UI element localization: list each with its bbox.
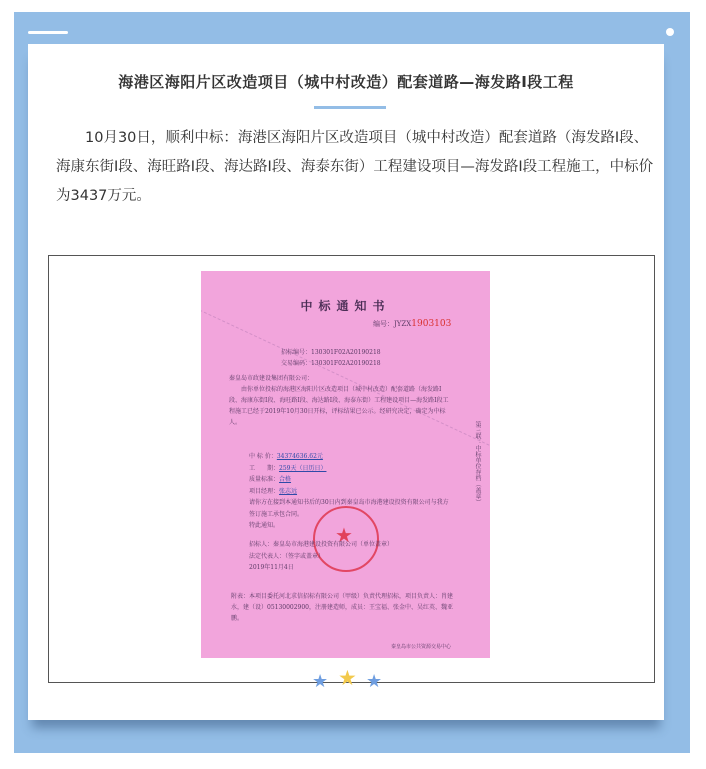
doc-serial-prefix: 编号：JYZX <box>373 320 412 328</box>
field-value: 259天（日历日） <box>279 464 327 472</box>
field-value: 合格 <box>279 476 292 483</box>
doc-paragraph: 由你单位投标的海港区海阳片区改造项目（城中村改造）配套道路（海发路I段、海康东街I段、海旺路I段、海达路I段、海泰东街）工程建设项目—海发路I段工程施工已经于2019年10月30日开标，评标结果已公示。经研究决定，确定为中标人。 <box>229 386 449 426</box>
field-value: 张志远 <box>279 487 298 495</box>
doc-trade-code: 交易编码：130301F02A20190218 <box>281 360 381 367</box>
decorative-dot <box>666 28 674 36</box>
title-underline <box>314 106 386 109</box>
field-value: 34374636.62元 <box>276 453 323 460</box>
field-label: 质量标准： <box>249 476 280 483</box>
doc-notice: 特此通知。 <box>249 522 280 529</box>
doc-field-row <box>249 463 454 475</box>
doc-heading: 中标通知书 <box>300 299 391 313</box>
doc-body <box>229 373 451 428</box>
doc-bid-code: 招标编号：130301F02A20190218 <box>281 349 381 356</box>
decorative-line <box>28 31 68 34</box>
star-icon: ★ <box>366 671 383 692</box>
star-icon: ★ <box>338 666 357 690</box>
doc-field-row <box>249 451 454 463</box>
article-card <box>28 44 664 720</box>
doc-serial-number: 1903103 <box>411 319 452 329</box>
article-body: 10月30日，顺利中标：海港区海阳片区改造项目（城中村改造）配套道路（海发路I段、海康东街I段、海旺路I段、海达路I段、海泰东街）工程建设项目—海发路I段工程施工，中标价为3437万元。 <box>56 130 654 204</box>
article-title: 海港区海阳片区改造项目（城中村改造）配套道路—海发路I段工程 <box>118 73 574 91</box>
doc-instruction: 请你方在接到本通知书后的30日内到秦皇岛市海港建设投资有限公司与我方签订施工承包合同。 <box>249 499 449 518</box>
doc-side-text: 第三联：中标单位存档（盖章） <box>474 421 481 505</box>
doc-field-row <box>249 486 454 498</box>
seal-star-icon: ★ <box>335 523 353 547</box>
star-icon: ★ <box>312 671 329 692</box>
doc-codes <box>281 347 381 369</box>
bid-award-notice <box>201 271 490 658</box>
field-label: 中 标 价： <box>249 453 277 460</box>
doc-legal-rep: 法定代表人：（签字或盖章） <box>249 552 325 560</box>
doc-serial <box>373 319 451 329</box>
doc-date: 2019年11月4日 <box>249 564 294 571</box>
star-decoration <box>308 668 388 692</box>
doc-addressee: 秦皇岛市政建设集团有限公司： <box>229 375 314 382</box>
document-photo-frame <box>48 255 655 683</box>
doc-signer: 招标人：秦皇岛市海港建设投资有限公司（单位盖章） <box>249 541 394 548</box>
doc-field-row <box>249 474 454 486</box>
doc-signature-block <box>249 539 393 574</box>
doc-footer: 秦皇岛市公共资源交易中心 <box>391 644 452 650</box>
field-label: 项目经理： <box>249 487 280 495</box>
doc-note: 附表：本项目委托河北求信招标有限公司（甲级）负责代理招标，项目负责人：肖建水，建（设）05130002900，注册建造师，成员：王宝福、张金中、吴红英、魏亚鹏。 <box>231 593 454 622</box>
field-label: 工 期： <box>249 464 280 472</box>
